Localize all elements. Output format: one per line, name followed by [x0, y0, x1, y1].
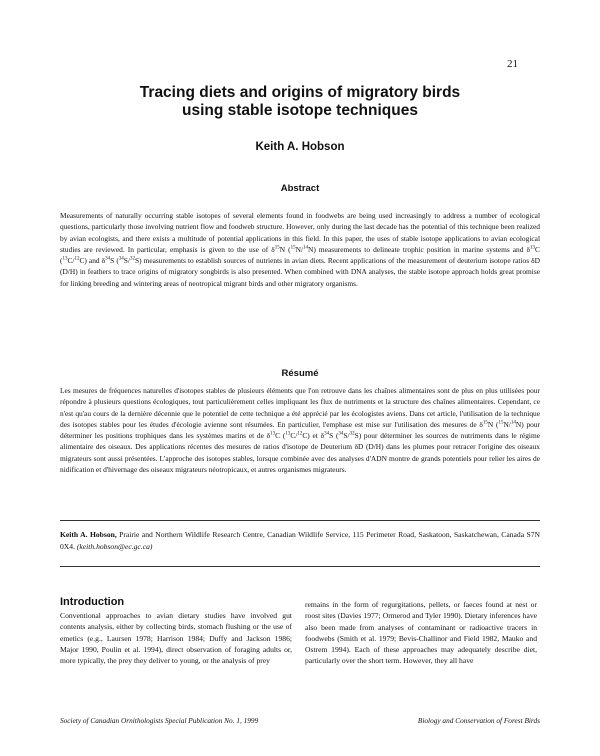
author-affiliation	[60, 529, 540, 553]
resume-text: Les mesures de fréquences naturelles d'isotopes stables de plusieurs éléments que l'on retrouve dans les chaînes alimentaires sont de plus en plus utilisées pour répondre à plusieurs questions écologiques, tout particulièrement celles impliquant les flux de nutriments et la structure des chaînes alimentaires. Cependant, ce n'est qu'au cours de la dernière décennie que le potentiel de cette technique a été apprécié par les écologistes aviens. Dans cet article, l'utilisation de la technique des isotopes stables pour les études d'écologie avienne sont résumées. En particulier, l'emphase est mise sur l'utilisation des mesures de $\delta^{15}N$ ($^{15}$N/$^{14}$N) pour déterminer les positions trophiques dans les systèmes marins et de $\delta^{13}C$ ($^{13}$C/$^{12}$C) et $\delta^{34}S$ ($^{34}$S/$^{32}$S) pour déterminer les sources de nutriments dans le régime alimentaire des oiseaux. Des applications récentes des mesures de ratios d'isotope de Deuterium δD (D/H) dans les plumes pour retracer l'origine des oiseaux migrateurs sont aussi présentées. L'approche des isotopes stables, lorsque combinée avec des analyses d'ADN montre de grands potentiels pour relier les aires de nidification et d'hivernage des oiseaux migrateurs néotropicaux, et autres organismes migrateurs.	[60, 386, 540, 475]
affiliation-rule-top	[60, 520, 540, 521]
author-email: (keith.hobson@ec.gc.ca)	[76, 542, 153, 551]
paper-title	[40, 84, 560, 120]
abstract-heading: Abstract	[280, 183, 320, 194]
introduction-left-column: Conventional approaches to avian dietary studies have involved gut contents analysis, either by collecting birds, stomach flushing or the use of emetics (e.g., Laursen 1978; Harrison 1984; Duffy and Jackson 1986; Major 1990, Poulin et al. 1994), direct observation of foraging adults or, more typically, the prey they deliver to young, or the analysis of prey	[60, 611, 292, 666]
abstract-text: Measurements of naturally occurring stable isotopes of several elements found in foodwebs are being used increasingly to address a number of ecological questions, particularly those involving nutrient flow and foodweb structure. However, only during the last decade has the potential of this technique been realized by avian ecologists, and there exists a multitude of potential applications in this field. In this paper, the uses of stable isotope applications to avian ecological studies are reviewed. In particular, emphasis is given to the use of $\delta^{15}N$ ($^{15}$N/$^{14}$N) measurements to delineate trophic position in marine systems and $\delta^{13}C$ ($^{13}$C/$^{12}$C) and $\delta^{34}S$ ($^{34}$S/$^{32}$S) measurements to establish sources of nutrients in avian diets. Recent applications of the measurement of deuterium isotope ratios δD (D/H) in feathers to trace origins of migratory songbirds is also presented. When combined with DNA analyses, the stable isotope approach holds great promise for linking breeding and wintering areas of neotropical migrant birds and other migratory organisms.	[60, 211, 540, 288]
author-name: Keith A. Hobson	[255, 141, 345, 153]
title-line-2: using stable isotope techniques	[182, 102, 418, 119]
resume-heading: Résumé	[281, 368, 319, 379]
affiliation-address: Prairie and Northern Wildlife Research Centre, Canadian Wildlife Service, 115 Perimeter Road, Saskatoon, Saskatchewan, Canada S7N 0X4.	[60, 530, 540, 551]
page-number: 21	[507, 58, 518, 70]
page-footer	[60, 716, 540, 725]
introduction-right-column: remains in the form of regurgitations, pellets, or faeces found at nest or roost sites (Davies 1977; Ormerod and Tyler 1990). Dietary inferences have also been made from analyses of contaminant or radioactive tracers in foodwebs (Smith et al. 1979; Bevis-Challinor and Field 1982, Mauko and Ostrem 1994). Each of these approaches may adequately describe diet, particularly over the short term. However, they all have	[305, 600, 537, 666]
introduction-heading: Introduction	[60, 596, 125, 608]
footer-book-title: Biology and Conservation of Forest Birds	[417, 716, 540, 725]
affiliation-name: Keith A. Hobson,	[60, 530, 117, 539]
footer-publication: Society of Canadian Ornithologists Special Publication No. 1, 1999	[60, 716, 259, 725]
affiliation-rule-bottom	[60, 566, 540, 567]
title-line-1: Tracing diets and origins of migratory birds	[139, 84, 461, 101]
